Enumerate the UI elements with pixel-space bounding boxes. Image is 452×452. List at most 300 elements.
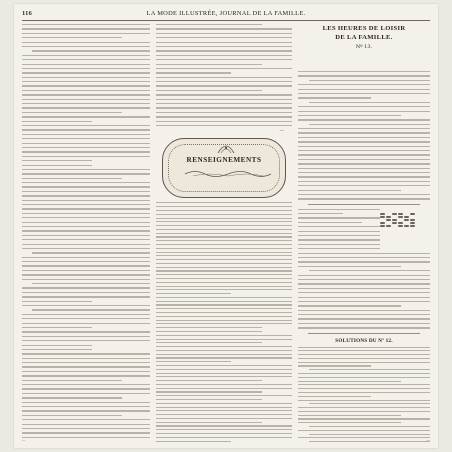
text-line [22,261,150,262]
text-line [156,125,292,126]
text-line [156,418,292,419]
story-ending-lines [156,24,292,126]
text-line [298,305,401,306]
text-line [298,209,380,210]
text-line [298,381,401,382]
page-footer [22,438,430,444]
text-line [298,297,430,298]
text-line [156,320,292,321]
text-line [22,24,150,25]
renseignements-box [162,138,286,198]
text-line [298,418,430,419]
grid-cell [404,219,409,221]
text-line [298,176,430,177]
text-line [309,434,430,435]
text-line [156,369,292,370]
text-line [298,323,430,324]
text-line [309,80,430,81]
grid-cell [380,222,385,224]
text-line [156,380,262,381]
text-line [156,263,292,264]
text-line [156,103,292,104]
text-line [22,151,150,152]
text-line [298,154,430,155]
text-line [156,297,292,298]
text-line [156,384,292,385]
grid-cell [380,219,385,221]
text-line [156,37,292,38]
text-line [156,236,292,237]
text-line [156,407,292,408]
text-line [298,415,401,416]
text-line [298,172,430,173]
text-line [298,310,430,311]
grid-cell [380,213,385,215]
puzzle-section-title-line2: DE LA FAMILLE. [335,34,393,41]
text-line [156,339,292,340]
grid-cell [404,225,409,227]
text-line [32,252,150,253]
text-line [156,221,292,222]
text-line [298,301,430,302]
text-line [22,147,150,148]
text-line [22,217,150,218]
text-line [32,283,150,284]
text-line [298,257,430,258]
text-line [22,64,150,65]
text-line [156,24,262,25]
text-line [156,354,292,355]
text-line [156,81,292,82]
grid-cell [386,213,391,215]
text-line [22,419,150,420]
text-line [298,377,430,378]
puzzle-list-lines [298,253,430,329]
text-line [22,415,122,416]
grid-cell [410,222,415,224]
grid-cell [386,219,391,221]
left-column-text [22,24,150,444]
grid-cell [386,225,391,227]
text-line [22,380,122,381]
text-line [22,424,150,425]
text-line [298,159,430,160]
issue-number: Nº 13. [355,44,373,50]
text-line [298,275,430,276]
solutions-text-lines [298,347,430,444]
text-line [298,235,380,236]
text-line [156,229,292,230]
text-line [22,402,150,403]
text-line [156,94,292,95]
text-line [298,248,380,249]
grid-cell [410,216,415,218]
text-line [22,160,92,161]
text-line [22,393,150,394]
text-line [156,316,292,317]
text-line [156,331,262,332]
footer-left-line: — [22,438,26,442]
text-line [156,274,292,275]
text-line [22,406,150,407]
text-line [156,286,292,287]
text-line [22,125,150,126]
text-line [156,289,292,290]
text-line [298,407,430,408]
grid-cell [380,225,385,227]
text-line [22,235,150,236]
text-line [22,331,150,332]
text-line [22,33,150,34]
text-line [22,362,150,363]
text-line [298,141,430,142]
text-line [156,373,292,374]
text-line [156,248,292,249]
text-line [298,84,430,85]
crest-ornament-icon [217,143,235,155]
text-line [156,270,292,271]
text-line [22,292,150,293]
grid-cell [386,222,391,224]
middle-column [156,24,292,444]
text-line [22,432,150,433]
text-line [22,204,150,205]
text-line [309,124,430,125]
text-line [156,361,231,362]
text-line [22,46,150,47]
text-line [156,350,292,351]
text-line [309,369,430,370]
text-line [32,309,150,310]
grid-cell [392,222,397,224]
text-line [22,270,150,271]
text-line [22,107,150,108]
text-line [22,94,150,95]
text-line [298,71,430,72]
running-header [22,9,430,21]
text-line [298,430,430,431]
text-line [22,169,150,170]
text-line [156,233,292,234]
text-line [298,111,430,112]
text-line [156,252,292,253]
text-line [156,68,292,69]
text-line [298,261,430,262]
text-line [298,119,430,120]
text-line [156,259,292,260]
text-line [298,222,362,223]
text-line [22,226,150,227]
text-line [22,410,150,411]
text-line [298,396,371,397]
grid-cell [392,216,397,218]
flourish-ornament-icon [183,169,273,178]
text-line [156,77,292,78]
text-line [298,226,380,227]
text-line [22,371,150,372]
author-signature: — [279,129,284,135]
text-line [22,103,150,104]
text-line [298,288,430,289]
body-text-lines [22,24,150,438]
text-line [156,422,262,423]
text-line [298,388,430,389]
text-line [298,185,430,186]
solutions-heading: SOLUTIONS DU Nº 12. [335,337,393,344]
text-line [156,28,292,29]
text-line [298,181,430,182]
text-line [22,99,150,100]
text-line [22,244,150,245]
text-line [22,384,150,385]
text-line [22,182,150,183]
text-line [156,210,292,211]
text-line [22,178,122,179]
text-line [22,116,150,117]
text-line [22,191,150,192]
text-line [298,318,430,319]
text-line [156,116,292,117]
text-line [156,90,262,91]
text-line [22,112,122,113]
text-line [298,350,430,351]
text-line [298,411,430,412]
text-line [298,354,430,355]
text-line [22,265,150,266]
text-line [298,213,343,214]
text-line [298,239,380,240]
text-line [156,72,231,73]
text-line [156,107,292,108]
text-line [156,244,292,245]
renseignements-text-lines [156,202,292,444]
grid-cell [392,225,397,227]
text-line [156,42,292,43]
text-line [298,358,430,359]
text-line [22,72,150,73]
grid-cell [404,222,409,224]
puzzle-grid [380,213,421,227]
riddle-text-lines [298,71,430,200]
text-line [22,28,150,29]
text-line [298,146,430,147]
text-line [156,59,292,60]
text-line [298,106,430,107]
text-line [298,115,401,116]
text-line [156,99,292,100]
footer-right-line: — [426,438,430,442]
text-line [22,77,150,78]
text-line [22,296,150,297]
text-line [22,81,150,82]
text-line [22,156,150,157]
text-line [298,314,430,315]
text-line [22,239,150,240]
text-line [22,200,150,201]
text-line [156,403,292,404]
text-line [22,121,92,122]
text-line [156,225,292,226]
text-line [156,308,292,309]
text-line [22,366,150,367]
text-line [156,255,292,256]
text-line [298,266,401,267]
text-line [22,230,150,231]
text-line [156,312,292,313]
text-line [298,231,380,232]
text-line [22,90,150,91]
text-line [22,274,150,275]
text-line [22,55,150,56]
text-line [22,173,150,174]
puzzle-grid-block [298,209,430,253]
text-line [22,68,150,69]
text-line [298,283,430,284]
text-line [309,270,430,271]
text-line [298,292,430,293]
text-line [156,323,292,324]
text-line [156,278,292,279]
text-line [298,190,401,191]
text-line [22,257,150,258]
text-line [156,64,262,65]
puzzle-section-heading [298,24,430,68]
text-line [22,129,150,130]
text-line [298,168,430,169]
text-line [22,208,150,209]
text-line [22,336,150,337]
text-line [22,323,150,324]
text-line [156,410,292,411]
divider [308,333,420,334]
grid-cell [410,225,415,227]
text-line [298,373,430,374]
text-line [22,287,150,288]
text-line [156,85,292,86]
text-line [22,279,150,280]
text-line [298,194,430,195]
grid-cell [386,216,391,218]
grid-cell [410,219,415,221]
text-line [156,304,292,305]
text-line [298,150,430,151]
text-line [298,327,430,328]
text-line [298,384,430,385]
text-line [298,279,430,280]
text-line [298,362,430,363]
magazine-page [14,4,438,448]
text-line [298,347,430,348]
text-line [156,121,292,122]
text-line [22,314,150,315]
text-line [22,388,150,389]
text-line [156,335,292,336]
text-line [22,345,92,346]
text-line [298,244,380,245]
grid-cell [398,225,403,227]
puzzle-section-title-line1: LES HEURES DE LOISIR [322,25,406,32]
text-line [22,358,150,359]
text-line [156,206,292,207]
text-line [298,163,430,164]
puzzle-clue-lines [298,209,380,253]
page-number: 116 [22,10,33,17]
text-line [156,282,292,283]
text-line [22,213,150,214]
text-line [156,429,292,430]
divider [308,204,420,205]
text-line [22,305,150,306]
text-line [309,102,430,103]
text-line [156,218,292,219]
text-line [298,132,430,133]
text-line [156,214,292,215]
text-line [156,346,292,347]
text-line [298,128,430,129]
text-line [298,400,430,401]
text-line [22,143,150,144]
text-line [156,202,292,203]
grid-cell [392,219,397,221]
text-line [156,357,292,358]
text-line [156,267,292,268]
text-line [22,37,122,38]
text-line [156,301,292,302]
text-line [22,340,150,341]
text-line [298,89,430,90]
grid-cell [380,216,385,218]
text-line [22,165,92,166]
text-line [298,253,430,254]
text-line [156,55,292,56]
text-line [22,186,150,187]
text-line [22,428,150,429]
grid-cell [410,213,415,215]
text-line [156,50,292,51]
grid-cell [398,219,403,221]
text-line [22,59,150,60]
text-line [298,422,401,423]
grid-cell [404,216,409,218]
text-line [156,293,231,294]
grid-cell [398,222,403,224]
grid-cell [398,216,403,218]
text-line [298,75,430,76]
text-line [22,349,92,350]
text-line [309,426,430,427]
text-line [156,433,292,434]
text-line [298,392,430,393]
text-line [22,327,92,328]
text-line [309,403,430,404]
text-line [156,240,292,241]
text-line [22,195,150,196]
text-line [22,134,150,135]
text-line [22,318,150,319]
text-line [22,222,150,223]
text-line [22,42,150,43]
text-line [298,137,430,138]
text-line [22,138,150,139]
text-line [156,342,262,343]
text-line [22,301,92,302]
right-column-puzzles [298,24,430,444]
text-line [298,198,430,199]
text-line [22,85,150,86]
text-line [22,353,150,354]
text-line [156,376,292,377]
grid-cell [398,213,403,215]
